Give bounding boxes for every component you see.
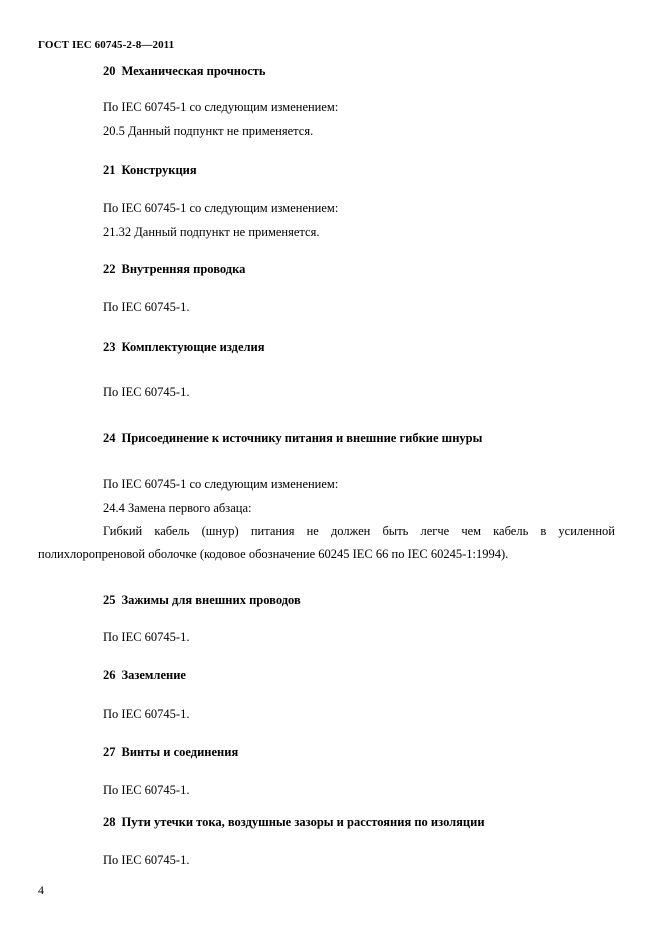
- section-heading-26: [103, 668, 186, 683]
- section-heading-22: [103, 262, 245, 277]
- section-text: По IEC 60745-1.: [103, 630, 190, 644]
- section-number: 21: [103, 163, 116, 177]
- section-text: По IEC 60745-1.: [103, 300, 190, 314]
- section-title: Конструкция: [121, 163, 197, 177]
- section-text: По IEC 60745-1.: [103, 385, 190, 399]
- section-title: Зажимы для внешних проводов: [121, 593, 301, 607]
- section-text: По IEC 60745-1.: [103, 783, 190, 797]
- section-heading-24: [103, 431, 482, 446]
- section-title: Винты и соединения: [121, 745, 239, 759]
- section-heading-27: [103, 745, 238, 760]
- section-text: По IEC 60745-1.: [103, 853, 190, 867]
- paragraph-text: полихлоропреновой оболочке (кодовое обозначение 60245 IEC 66 по IEC 60245-1:1994).: [38, 547, 509, 561]
- section-title: Пути утечки тока, воздушные зазоры и расстояния по изоляции: [121, 815, 485, 829]
- section-title: Внутренняя проводка: [121, 262, 246, 276]
- section-number: 23: [103, 340, 116, 354]
- section-text: По IEC 60745-1 со следующим изменением:: [103, 100, 339, 114]
- section-number: 22: [103, 262, 116, 276]
- section-text: 21.32 Данный подпункт не применяется.: [103, 225, 320, 239]
- section-text: По IEC 60745-1 со следующим изменением:: [103, 477, 339, 491]
- section-title: Присоединение к источнику питания и внешние гибкие шнуры: [121, 431, 483, 445]
- section-number: 27: [103, 745, 116, 759]
- section-title: Комплектующие изделия: [121, 340, 265, 354]
- section-heading-25: [103, 593, 301, 608]
- section-number: 24: [103, 431, 116, 445]
- section-text: 24.4 Замена первого абзаца:: [103, 501, 252, 515]
- page-header: ГОСТ IEC 60745-2-8—2011: [38, 39, 175, 51]
- section-number: 20: [103, 64, 116, 78]
- section-heading-20: [103, 64, 266, 79]
- section-heading-21: [103, 163, 197, 178]
- section-text: 20.5 Данный подпункт не применяется.: [103, 124, 314, 138]
- page-number: 4: [38, 883, 44, 897]
- section-number: 25: [103, 593, 116, 607]
- section-text: По IEC 60745-1.: [103, 707, 190, 721]
- section-number: 26: [103, 668, 116, 682]
- section-title: Механическая прочность: [121, 64, 266, 78]
- section-heading-28: [103, 815, 485, 830]
- section-heading-23: [103, 340, 265, 355]
- section-text: По IEC 60745-1 со следующим изменением:: [103, 201, 339, 215]
- section-title: Заземление: [121, 668, 186, 682]
- section-number: 28: [103, 815, 116, 829]
- paragraph-text: Гибкий кабель (шнур) питания не должен быть легче чем кабель в усиленной: [103, 524, 615, 538]
